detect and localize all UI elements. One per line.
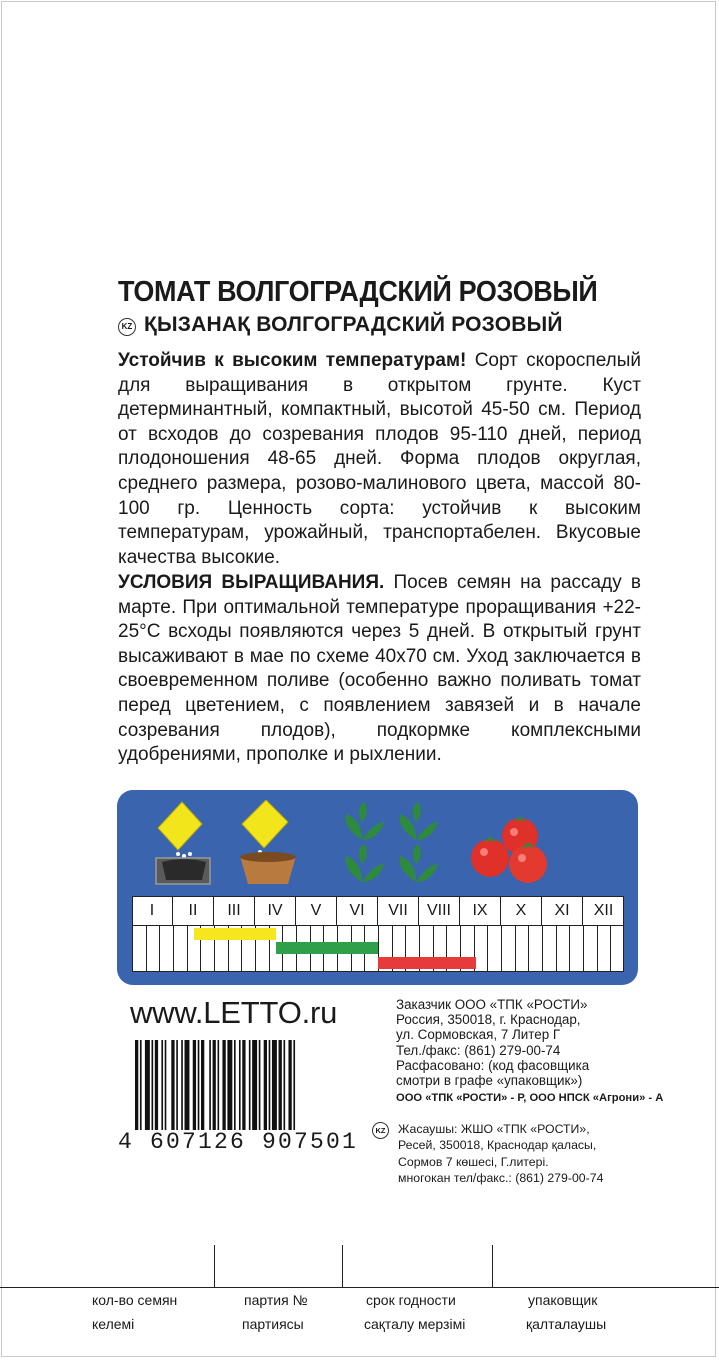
barcode-number: 4 607126 907501 (118, 1129, 359, 1155)
tomatoes-icon (470, 806, 552, 886)
decade-tick (146, 926, 147, 971)
month-cell: VI (337, 896, 378, 926)
description (118, 349, 641, 570)
decade-tick (515, 926, 516, 971)
packer-label-kz: қалталаушы (526, 1316, 607, 1332)
month-cell: III (214, 896, 255, 926)
decade-tick (542, 926, 543, 971)
customer-line: Заказчик ООО «ТПК «РОСТИ» (396, 997, 588, 1012)
decade-tick (187, 926, 188, 971)
month-cell: VIII (419, 896, 460, 926)
calendar-bar-sowing (194, 928, 276, 940)
month-cell: II (173, 896, 214, 926)
packers-line: ООО «ТПК «РОСТИ» - Р, ООО НПСК «Агрони» - А (396, 1092, 664, 1105)
seed-packet-tray-icon (152, 800, 214, 886)
month-cell: X (501, 896, 542, 926)
month-cell: VII (378, 896, 419, 926)
customer-line: смотри в графе «упаковщик») (396, 1073, 583, 1089)
conditions-lead: УСЛОВИЯ ВЫРАЩИВАНИЯ. (118, 572, 385, 593)
customer-line: Расфасовано: (код фасовщика (396, 1057, 590, 1073)
decade-tick (583, 926, 584, 971)
kz-line: Ресей, 350018, Краснодар қаласы, (398, 1138, 597, 1153)
website-url[interactable]: www.LETTO.ru (130, 995, 338, 1030)
decade-tick (569, 926, 570, 971)
decade-tick (610, 926, 611, 971)
decade-tick (487, 926, 488, 971)
seed-count-label-kz: келемі (92, 1316, 135, 1332)
description-lead: Устойчив к высоким температурам! (118, 350, 467, 371)
month-cell: I (132, 896, 173, 926)
seed-packet-pot-icon (236, 800, 300, 886)
packer-label-ru: упаковщик (528, 1292, 598, 1308)
decade-tick (501, 926, 502, 971)
month-cell: IX (460, 896, 501, 926)
footer-divider (492, 1245, 493, 1287)
calendar-bar-planting (276, 942, 379, 954)
kz-line: Жасаушы: ЖШО «ТПК «РОСТИ», (398, 1122, 590, 1136)
decade-tick (173, 926, 174, 971)
decade-tick (528, 926, 529, 971)
month-cell: XII (593, 902, 614, 919)
decade-tick (556, 926, 557, 971)
description-text: Сорт скороспелый для выращивания в открытом грунте. Куст детерминантный, компактный, высотой 45-50 см. Период от всходов до созревания плодов 95-110 дней, период плодоношения 48-65 дней. Форма плодов округлая, среднего размера, розово-малинового цвета, массой 80-100 гр. Ценность сорта: устойчив к высоким температурам, урожайный, транспортабелен. Вкусовые качества высокие. (118, 350, 641, 568)
footer-divider (342, 1245, 343, 1287)
seedlings-icon (340, 802, 440, 884)
expiry-label-ru: срок годности (366, 1292, 456, 1308)
customer-info (396, 997, 663, 1106)
kz-manufacturer-info (398, 1121, 603, 1187)
calendar-bar-harvest (378, 957, 476, 969)
kz-line: многокан тел/факс.: (861) 279-00-74 (398, 1171, 604, 1186)
customer-line: ул. Сормовская, 7 Литер Г (396, 1027, 561, 1043)
decade-tick (597, 926, 598, 971)
footer-rule (0, 1287, 719, 1288)
product-title: ТОМАТ ВОЛГОГРАДСКИЙ РОЗОВЫЙ (118, 276, 598, 308)
kz-line: Сормов 7 көшесі, Г.литері. (398, 1154, 549, 1169)
customer-line: Россия, 350018, г. Краснодар, (396, 1012, 581, 1028)
conditions-text: Посев семян на рассаду в марте. При оптимальной температуре проращивания +22-25°С всходы появляются через 5 дней. В открытый грунт высаживают в мае по схеме 40х70 см. Уход заключается в своевременном поливе (особенно важно поливать томат перед цветением, с появлением завязей и в начале созревания плодов), подкормке комплексными удобрениями, прополке и рыхлении. (118, 572, 641, 766)
kz-badge: KZ (118, 318, 136, 336)
footer-divider (214, 1245, 215, 1287)
batch-label-ru: партия № (244, 1292, 308, 1308)
batch-label-kz: партиясы (242, 1316, 304, 1332)
growing-conditions (118, 571, 641, 768)
product-subtitle-kz: ҚЫЗАНАҚ ВОЛГОГРАДСКИЙ РОЗОВЫЙ (144, 313, 563, 336)
expiry-label-kz: сақталу мерзімі (364, 1316, 466, 1332)
kz-badge-2: KZ (372, 1122, 389, 1139)
month-cell: XI (542, 896, 583, 926)
seed-count-label-ru: кол-во семян (92, 1292, 178, 1308)
decade-tick (159, 926, 160, 971)
month-cell: V (296, 896, 337, 926)
month-cell: IV (255, 896, 296, 926)
customer-line: Тел./факс: (861) 279-00-74 (396, 1042, 561, 1058)
